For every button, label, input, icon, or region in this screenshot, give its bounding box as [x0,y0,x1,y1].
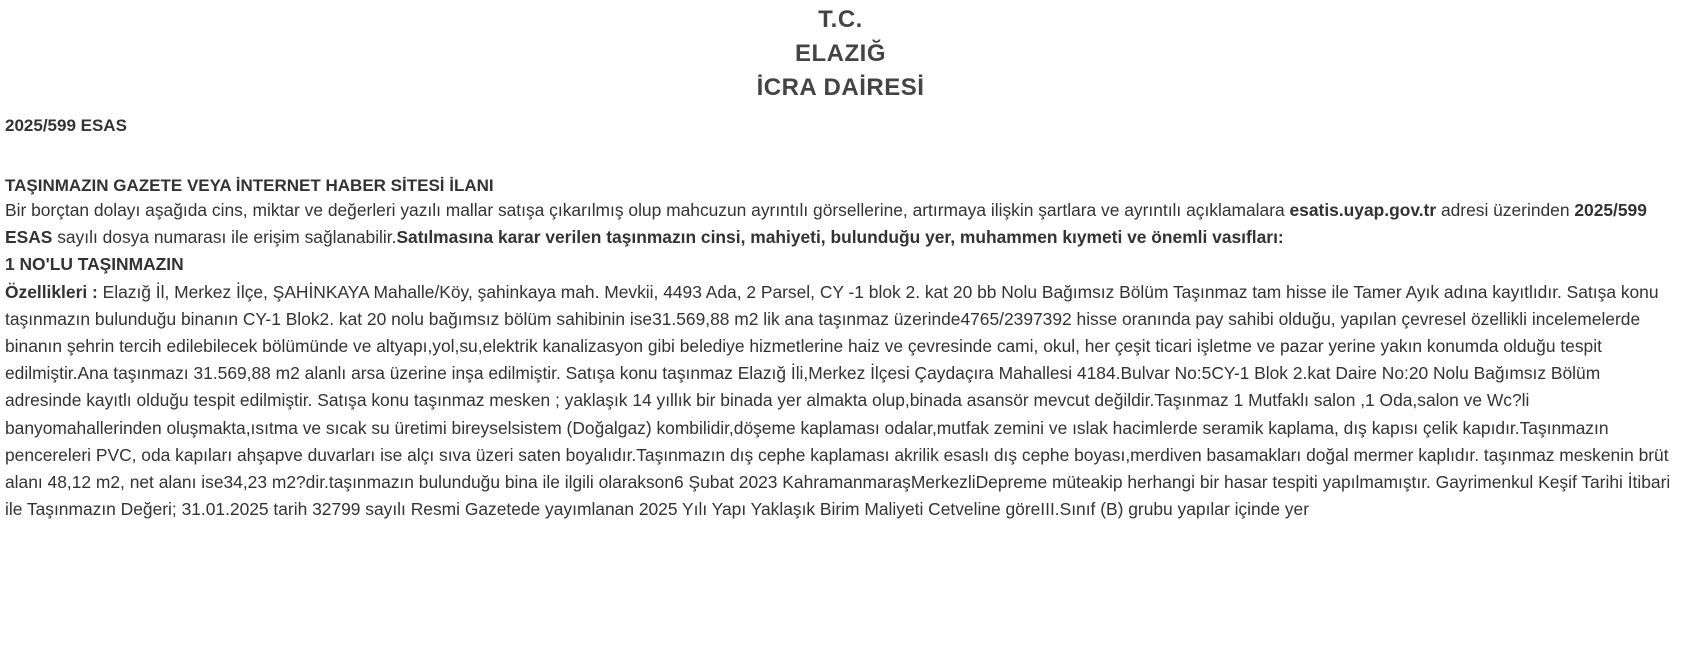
features-label: Özellikleri : [5,281,103,302]
document-header [5,3,1676,105]
features-text: Elazığ İl, Merkez İlçe, ŞAHİNKAYA Mahalle/Köy, şahinkaya mah. Mevkii, 4493 Ada, 2 Parsel, CY -1 blok 2. kat 20 bb Nolu Bağımsız Bölüm Taşınmaz tam hisse ile Tamer Ayık adına kayıtlıdır. Satışa konu taşınmazın bulunduğu binanın CY-1 Blok2. kat 20 nolu bağımsız bölüm sahibinin ise31.569,88 m2 lik ana taşınmaz üzerinde4765/2397392 hisse oranında pay sahibi olduğu, yapılan çevresel özellikli incelemelerde binanın şehrin tercih edilebilecek bölümünde ve altyapı,yol,su,elektrik kanalizasyon gibi belediye hizmetlerine haiz ve çevresinde cami, okul, her çeşit ticari işletme ve pazar yerine yakın konumda olduğu tespit edilmiştir.Ana taşınmazı 31.569,88 m2 alanlı arsa üzerine inşa edilmiştir. Satışa konu taşınmaz Elazığ İli,Merkez İlçesi Çaydaçıra Mahallesi 4184.Bulvar No:5CY-1 Blok 2.kat Daire No:20 Nolu Bağımsız Bölüm adresinde kayıtlı olduğu tespit edilmiştir. Satışa konu taşınmaz mesken ; yaklaşık 14 yıllık bir binada yer almakta olup,binada asansör mevcut değildir.Taşınmaz 1 Mutfaklı salon ,1 Oda,salon ve Wc?li banyomahallerinden oluşmakta,ısıtma ve sıcak su üretimi bireyselsistem (Doğalgaz) kombilidir,döşeme kaplaması odalar,mutfak zemini ve ıslak hacimlerde seramik kaplama, dış kapısı çelik kapıdır.Taşınmazın pencereleri PVC, oda kapıları ahşapve duvarları ise alçı sıva üzeri saten boyalıdır.Taşınmazın dış cephe kaplaması akrilik esaslı dış cephe boyası,merdiven basamakları doğal mermer kaplıdır. taşınmaz meskenin brüt alanı 48,12 m2, net alanı ise34,23 m2?dir.taşınmazın bulunduğu bina ile ilgili olarakson6 Şubat 2023 KahramanmaraşMerkezliDepreme müteakip herhangi bir hasar tespiti yapılmamıştır. Gayrimenkul Keşif Tarihi İtibari ile Taşınmazın Değeri; 31.01.2025 tarih 32799 sayılı Resmi Gazetede yayımlanan 2025 Yılı Yapı Yaklaşık Birim Maliyeti Cetveline göreIII.Sınıf (B) grubu yapılar içinde yer [5,281,1671,520]
property-features [5,279,1676,524]
header-office: İCRA DAİRESİ [756,74,925,101]
document-page [0,3,1682,523]
notice-title: TAŞINMAZIN GAZETE VEYA İNTERNET HABER SİTESİ İLANI [5,176,494,195]
intro-text-2: adresi üzerinden [1436,200,1575,220]
file-number: 2025/599 ESAS [5,200,1647,248]
intro-text-1: Bir borçtan dolayı aşağıda cins, miktar ve değerleri yazılı mallar satışa çıkarılmış olup mahcuzun ayrıntılı görsellerine, artırmaya ilişkin şartlara ve ayrıntılı açıklamalara [5,200,1290,220]
header-city: ELAZIĞ [795,40,886,67]
website-link[interactable]: esatis.uyap.gov.tr [1289,200,1437,220]
intro-bold-tail: Satılmasına karar verilen taşınmazın cinsi, mahiyeti, bulunduğu yer, muhammen kıymeti ve önemli vasıfları: [396,227,1284,248]
case-number: 2025/599 ESAS [5,116,127,135]
intro-text-3: sayılı dosya numarası ile erişim sağlanabilir. [52,227,397,248]
header-tc: T.C. [818,6,863,33]
property-title: 1 NO'LU TAŞINMAZIN [5,254,184,275]
intro-paragraph [5,197,1676,251]
